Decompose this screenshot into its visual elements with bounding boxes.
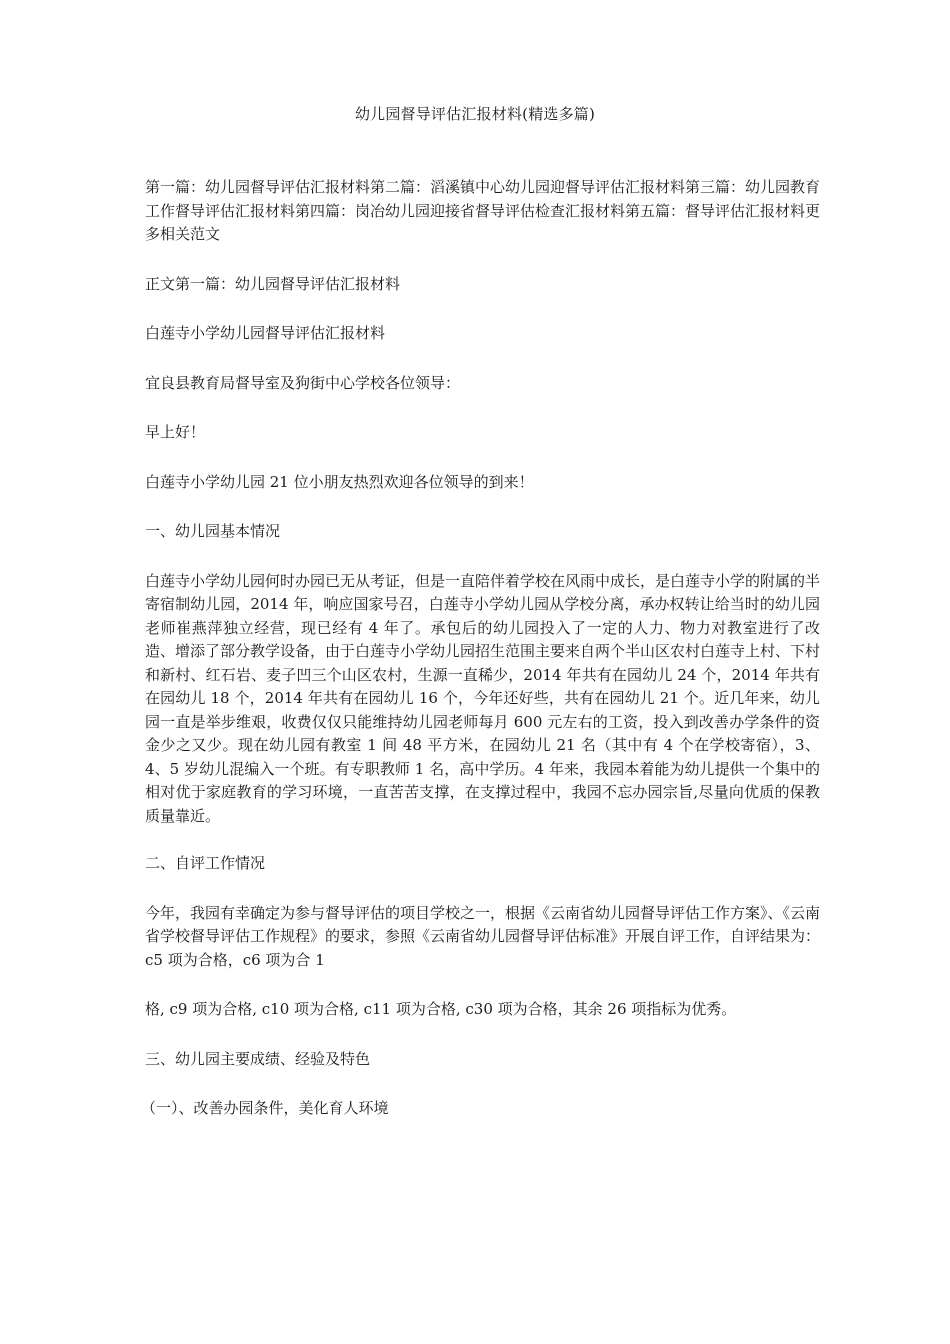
- section-heading: 三、幼儿园主要成绩、经验及特色: [145, 1049, 371, 1068]
- subsection-heading: （一）、改善办园条件，美化育人环境: [141, 1099, 389, 1117]
- document-title: 幼儿园督导评估汇报材料(精选多篇): [354, 105, 596, 123]
- subtitle-paragraph: 白莲寺小学幼儿园督导评估汇报材料: [145, 324, 386, 342]
- greeting-paragraph: 早上好！: [145, 423, 206, 441]
- section-heading: 正文第一篇：幼儿园督导评估汇报材料: [145, 274, 401, 293]
- section-heading: 二、自评工作情况: [145, 854, 266, 872]
- welcome-paragraph: 白莲寺小学幼儿园 21 位小朋友热烈欢迎各位领导的到来！: [145, 472, 534, 491]
- section-heading: 一、幼儿园基本情况: [145, 522, 281, 540]
- salutation-paragraph: 宜良县教育局督导室及狗街中心学校各位领导：: [145, 373, 461, 392]
- body-paragraph: 白莲寺小学幼儿园何时办园已无从考证，但是一直陪伴着学校在风雨中成长，是白莲寺小学的附属的半寄宿制幼儿园，2014 年，响应国家号召，白莲寺小学幼儿园从学校分离，承办权转让给当时的幼儿园老师崔燕萍独立经营，现已经有 4 年了。承包后的幼儿园投入了一定的人力、物力对教室进行了改造、增添了部分教学设备，由于白莲寺小学幼儿园招生范围主要来自两个半山区农村白莲寺上村、下村和新村、红石岩、麦子凹三个山区农村，生源一直稀少，2014 年共有在园幼儿 24 个，2014 年共有在园幼儿 18 个，2014 年共有在园幼儿 16 个，今年还好些，共有在园幼儿 21 个。近几年来，幼儿园一直是举步维艰，收费仅仅只能维持幼儿园老师每月 600 元左右的工资，投入到改善办学条件的资金少之又少。现在幼儿园有教室 1 间 48 平方米，在园幼儿 21 名（其中有 4 个在学校寄宿），3、4、5 岁幼儿混编入一个班。有专职教师 1 名，高中学历。4 年来，我园本着能为幼儿提供一个集中的相对优于家庭教育的学习环境，一直苦苦支撑，在支撑过程中，我园不忘办园宗旨,尽量向优质的保教质量靠近。: [145, 571, 821, 825]
- toc-paragraph: 第一篇：幼儿园督导评估汇报材料第二篇：滔溪镇中心幼儿园迎督导评估汇报材料第三篇：幼儿园教育工作督导评估汇报材料第四篇：岗冶幼儿园迎接省督导评估检查汇报材料第五篇：督导评估汇报材料更多相关范文: [145, 178, 821, 243]
- body-paragraph: 格, c9 项为合格, c10 项为合格, c11 项为合格, c30 项为合格，其余 26 项指标为优秀。: [145, 1000, 737, 1018]
- body-paragraph: 今年，我园有幸确定为参与督导评估的项目学校之一，根据《云南省幼儿园督导评估工作方案》、《云南省学校督导评估工作规程》的要求，参照《云南省幼儿园督导评估标准》开展自评工作，自评结果为：c5 项为合格，c6 项为合 1: [145, 903, 821, 969]
- document-body: [141, 176, 821, 1147]
